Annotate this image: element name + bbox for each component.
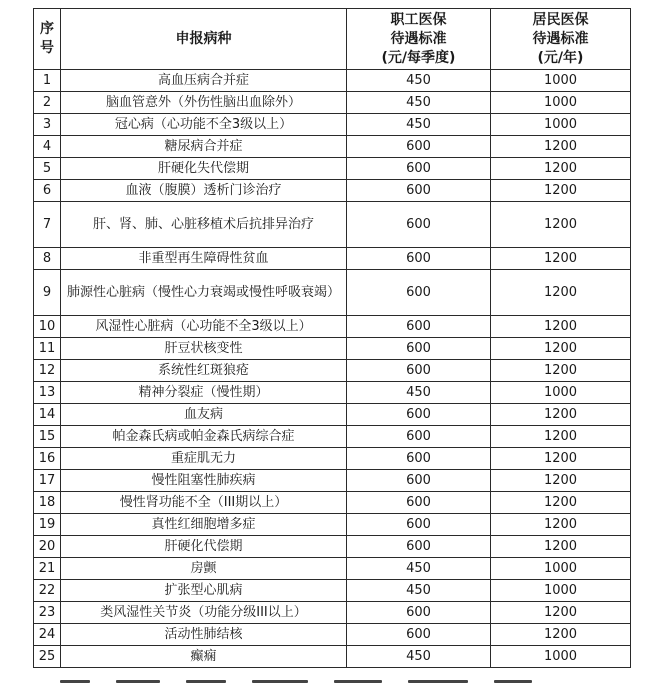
row-index-cell: 1 — [34, 70, 61, 92]
row-employee-standard-cell: 450 — [347, 382, 491, 404]
row-index-cell: 19 — [34, 514, 61, 536]
row-resident-standard-cell: 1000 — [491, 646, 631, 668]
row-disease-cell: 非重型再生障碍性贫血 — [61, 248, 347, 270]
table-row — [34, 316, 631, 338]
row-disease-cell: 精神分裂症（慢性期） — [61, 382, 347, 404]
row-employee-standard-cell: 600 — [347, 360, 491, 382]
row-resident-standard-cell: 1000 — [491, 92, 631, 114]
table-row — [34, 580, 631, 602]
row-index-cell: 7 — [34, 202, 61, 248]
row-index-cell: 3 — [34, 114, 61, 136]
row-resident-standard-cell: 1000 — [491, 382, 631, 404]
row-disease-cell: 肝硬化失代偿期 — [61, 158, 347, 180]
table-row — [34, 448, 631, 470]
row-employee-standard-cell: 600 — [347, 536, 491, 558]
row-resident-standard-cell: 1200 — [491, 602, 631, 624]
row-index-cell: 25 — [34, 646, 61, 668]
row-resident-standard-cell: 1200 — [491, 492, 631, 514]
row-index-cell: 8 — [34, 248, 61, 270]
cut-off-text-line — [60, 674, 580, 685]
table-row — [34, 646, 631, 668]
header-resident-standard: 居民医保 待遇标准 (元/年) — [491, 9, 631, 70]
table-row — [34, 180, 631, 202]
table-row — [34, 470, 631, 492]
row-employee-standard-cell: 600 — [347, 470, 491, 492]
row-resident-standard-cell: 1000 — [491, 580, 631, 602]
row-employee-standard-cell: 600 — [347, 338, 491, 360]
table-row — [34, 158, 631, 180]
row-resident-standard-cell: 1000 — [491, 558, 631, 580]
row-index-cell: 22 — [34, 580, 61, 602]
row-resident-standard-cell: 1200 — [491, 514, 631, 536]
row-index-cell: 23 — [34, 602, 61, 624]
row-disease-cell: 冠心病（心功能不全3级以上） — [61, 114, 347, 136]
row-resident-standard-cell: 1200 — [491, 536, 631, 558]
row-disease-cell: 慢性肾功能不全（III期以上） — [61, 492, 347, 514]
table-row — [34, 70, 631, 92]
row-disease-cell: 系统性红斑狼疮 — [61, 360, 347, 382]
row-employee-standard-cell: 450 — [347, 114, 491, 136]
row-disease-cell: 慢性阻塞性肺疾病 — [61, 470, 347, 492]
row-resident-standard-cell: 1200 — [491, 158, 631, 180]
header-disease: 申报病种 — [61, 9, 347, 70]
table-row — [34, 602, 631, 624]
table-row — [34, 492, 631, 514]
row-employee-standard-cell: 600 — [347, 448, 491, 470]
row-index-cell: 6 — [34, 180, 61, 202]
row-index-cell: 16 — [34, 448, 61, 470]
row-employee-standard-cell: 600 — [347, 316, 491, 338]
row-disease-cell: 扩张型心肌病 — [61, 580, 347, 602]
table-row — [34, 624, 631, 646]
header-row — [34, 9, 631, 70]
row-disease-cell: 肺源性心脏病（慢性心力衰竭或慢性呼吸衰竭） — [61, 270, 347, 316]
row-resident-standard-cell: 1200 — [491, 248, 631, 270]
table-row — [34, 92, 631, 114]
row-employee-standard-cell: 450 — [347, 70, 491, 92]
table-body — [34, 70, 631, 668]
row-resident-standard-cell: 1000 — [491, 114, 631, 136]
table-row — [34, 270, 631, 316]
row-resident-standard-cell: 1200 — [491, 270, 631, 316]
table-row — [34, 114, 631, 136]
document — [33, 8, 630, 668]
row-resident-standard-cell: 1200 — [491, 360, 631, 382]
row-employee-standard-cell: 600 — [347, 426, 491, 448]
disease-table — [33, 8, 631, 668]
row-employee-standard-cell: 600 — [347, 248, 491, 270]
row-resident-standard-cell: 1200 — [491, 426, 631, 448]
row-index-cell: 4 — [34, 136, 61, 158]
row-index-cell: 18 — [34, 492, 61, 514]
row-disease-cell: 类风湿性关节炎（功能分级III以上） — [61, 602, 347, 624]
row-index-cell: 10 — [34, 316, 61, 338]
table-row — [34, 136, 631, 158]
row-disease-cell: 房颤 — [61, 558, 347, 580]
row-resident-standard-cell: 1200 — [491, 448, 631, 470]
row-employee-standard-cell: 600 — [347, 492, 491, 514]
row-resident-standard-cell: 1200 — [491, 202, 631, 248]
row-resident-standard-cell: 1200 — [491, 338, 631, 360]
row-disease-cell: 真性红细胞增多症 — [61, 514, 347, 536]
row-disease-cell: 血液（腹膜）透析门诊治疗 — [61, 180, 347, 202]
table-row — [34, 248, 631, 270]
row-disease-cell: 活动性肺结核 — [61, 624, 347, 646]
row-index-cell: 14 — [34, 404, 61, 426]
row-resident-standard-cell: 1000 — [491, 70, 631, 92]
row-disease-cell: 脑血管意外（外伤性脑出血除外） — [61, 92, 347, 114]
row-employee-standard-cell: 600 — [347, 202, 491, 248]
table-row — [34, 558, 631, 580]
row-disease-cell: 肝、肾、肺、心脏移植术后抗排异治疗 — [61, 202, 347, 248]
row-index-cell: 24 — [34, 624, 61, 646]
row-disease-cell: 风湿性心脏病（心功能不全3级以上） — [61, 316, 347, 338]
table-row — [34, 382, 631, 404]
table-row — [34, 426, 631, 448]
table-row — [34, 202, 631, 248]
row-employee-standard-cell: 600 — [347, 624, 491, 646]
row-employee-standard-cell: 600 — [347, 158, 491, 180]
row-resident-standard-cell: 1200 — [491, 470, 631, 492]
row-resident-standard-cell: 1200 — [491, 136, 631, 158]
row-index-cell: 11 — [34, 338, 61, 360]
row-resident-standard-cell: 1200 — [491, 404, 631, 426]
row-employee-standard-cell: 450 — [347, 92, 491, 114]
row-disease-cell: 肝硬化代偿期 — [61, 536, 347, 558]
row-employee-standard-cell: 600 — [347, 270, 491, 316]
row-disease-cell: 糖尿病合并症 — [61, 136, 347, 158]
row-index-cell: 15 — [34, 426, 61, 448]
row-index-cell: 20 — [34, 536, 61, 558]
header-index: 序号 — [34, 9, 61, 70]
table-row — [34, 404, 631, 426]
header-employee-standard: 职工医保 待遇标准 (元/每季度) — [347, 9, 491, 70]
row-employee-standard-cell: 450 — [347, 580, 491, 602]
row-employee-standard-cell: 600 — [347, 404, 491, 426]
row-index-cell: 21 — [34, 558, 61, 580]
row-disease-cell: 血友病 — [61, 404, 347, 426]
row-employee-standard-cell: 600 — [347, 136, 491, 158]
row-disease-cell: 重症肌无力 — [61, 448, 347, 470]
table-row — [34, 360, 631, 382]
row-index-cell: 17 — [34, 470, 61, 492]
table-row — [34, 338, 631, 360]
table-row — [34, 514, 631, 536]
row-index-cell: 12 — [34, 360, 61, 382]
row-disease-cell: 肝豆状核变性 — [61, 338, 347, 360]
row-employee-standard-cell: 450 — [347, 558, 491, 580]
row-disease-cell: 帕金森氏病或帕金森氏病综合症 — [61, 426, 347, 448]
row-resident-standard-cell: 1200 — [491, 180, 631, 202]
row-disease-cell: 高血压病合并症 — [61, 70, 347, 92]
row-resident-standard-cell: 1200 — [491, 316, 631, 338]
row-index-cell: 5 — [34, 158, 61, 180]
row-index-cell: 2 — [34, 92, 61, 114]
row-disease-cell: 癫痫 — [61, 646, 347, 668]
row-index-cell: 9 — [34, 270, 61, 316]
row-employee-standard-cell: 600 — [347, 602, 491, 624]
row-employee-standard-cell: 600 — [347, 514, 491, 536]
row-index-cell: 13 — [34, 382, 61, 404]
row-resident-standard-cell: 1200 — [491, 624, 631, 646]
table-row — [34, 536, 631, 558]
row-employee-standard-cell: 450 — [347, 646, 491, 668]
row-employee-standard-cell: 600 — [347, 180, 491, 202]
